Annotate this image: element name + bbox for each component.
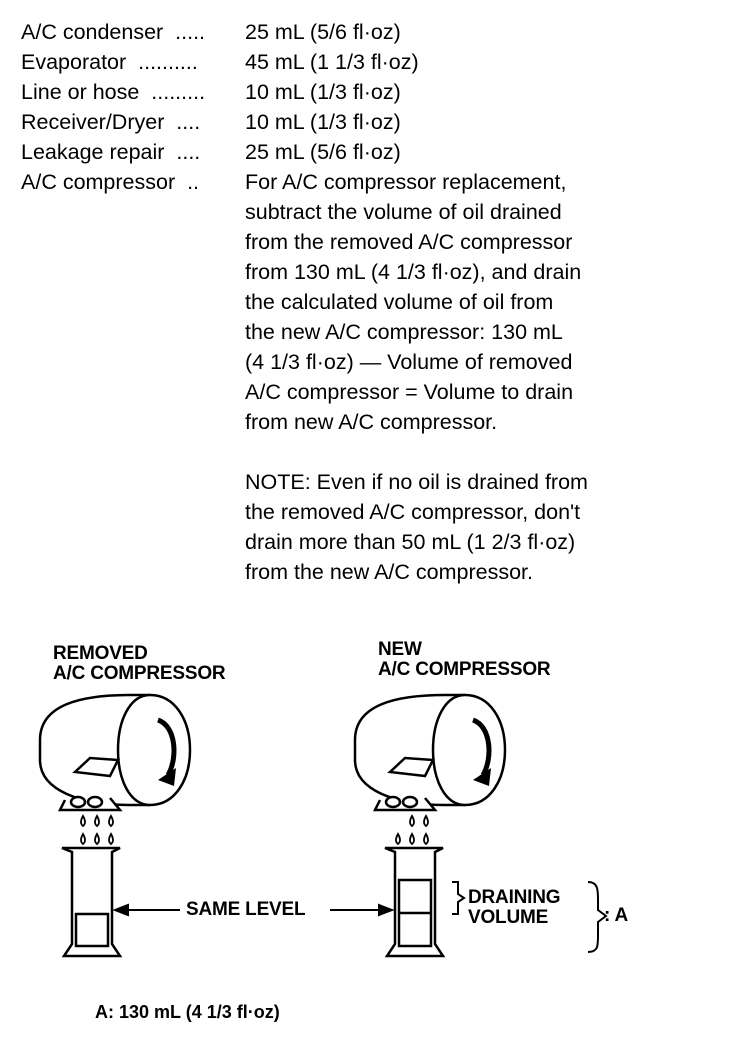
new-oil-drips-icon	[396, 816, 428, 844]
spec-row-compressor	[21, 167, 721, 587]
same-level-label: SAME LEVEL	[186, 899, 306, 920]
new-beaker-icon	[385, 848, 443, 956]
spec-label: Line or hose .........	[21, 80, 206, 104]
removed-oil-drips-icon	[81, 816, 113, 844]
spec-label: A/C condenser .....	[21, 20, 206, 44]
spec-label: Leakage repair ....	[21, 140, 201, 164]
spec-row-evaporator	[21, 47, 721, 77]
spec-value: 10 mL (1/3 fl·oz)	[245, 80, 401, 104]
removed-beaker-icon	[62, 848, 120, 956]
removed-compressor-icon	[40, 695, 190, 810]
spec-label: Receiver/Dryer ....	[21, 110, 201, 134]
spec-row-line-hose	[21, 77, 721, 107]
removed-compressor-label: REMOVED A/C COMPRESSOR	[53, 643, 226, 684]
oil-capacity-table	[21, 17, 721, 587]
spec-row-leakage-repair	[21, 137, 721, 167]
spec-value: 25 mL (5/6 fl·oz)	[245, 20, 401, 44]
new-compressor-icon	[355, 695, 505, 810]
compressor-replacement-text: For A/C compressor replacement, subtract the volume of oil drained from the removed A/C compressor from 130 mL (4 1/3 fl·oz), and drain the calculated volume of oil from the new A/C compressor: 130 mL (4 1/3 fl·oz) — Volume of removed A/C compressor = Volume to drain from new A/C compressor.	[245, 170, 582, 434]
spec-row-receiver-dryer	[21, 107, 721, 137]
footnote: A: 130 mL (4 1/3 fl·oz)	[95, 1002, 280, 1022]
a-marker-label: : A	[604, 905, 629, 926]
spec-value: 10 mL (1/3 fl·oz)	[245, 110, 401, 134]
draining-volume-label: DRAINING VOLUME	[468, 887, 561, 928]
oil-drain-diagram	[0, 600, 736, 1040]
compressor-note: NOTE: Even if no oil is drained from the removed A/C compressor, don't drain more than 50 mL (1 2/3 fl·oz) from the new A/C compressor.	[245, 470, 588, 584]
diagram-illustration	[0, 600, 736, 1040]
new-compressor-label: NEW A/C COMPRESSOR	[378, 639, 551, 680]
draining-volume-bracket	[452, 882, 464, 914]
spec-value: 25 mL (5/6 fl·oz)	[245, 140, 401, 164]
spec-row-condenser	[21, 17, 721, 47]
spec-value: 45 mL (1 1/3 fl·oz)	[245, 50, 419, 74]
spec-label: A/C compressor ..	[21, 170, 200, 194]
compressor-instructions	[245, 167, 721, 587]
spec-label: Evaporator ..........	[21, 50, 198, 74]
